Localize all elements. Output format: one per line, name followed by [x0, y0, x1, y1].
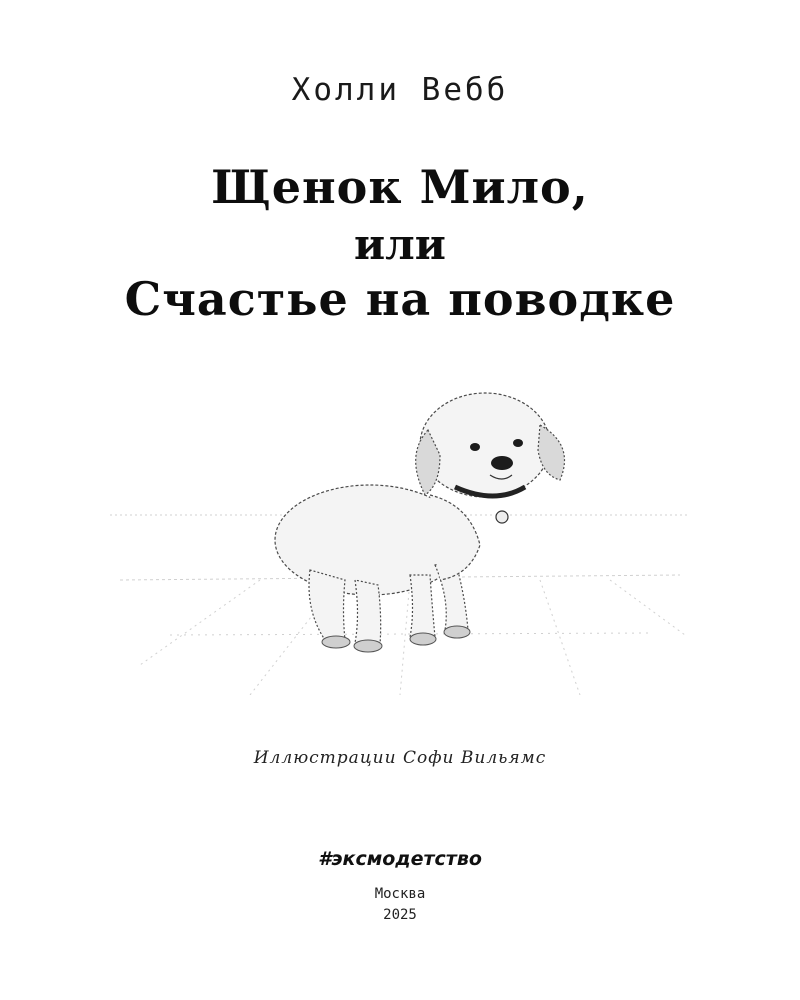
publisher-logo: #эксмодетство: [318, 848, 482, 870]
imprint-city: Москва: [374, 886, 426, 902]
book-title-line-2: или: [354, 220, 446, 269]
puppy-illustration: [110, 375, 690, 695]
imprint-year: 2025: [383, 907, 417, 923]
book-title-line-3: Счастье на поводке: [124, 272, 676, 326]
author-name: Холли Вебб: [291, 72, 509, 108]
illustrator-credit: Иллюстрации Софи Вильямс: [253, 748, 547, 768]
book-title-line-1: Щенок Мило,: [211, 160, 589, 214]
